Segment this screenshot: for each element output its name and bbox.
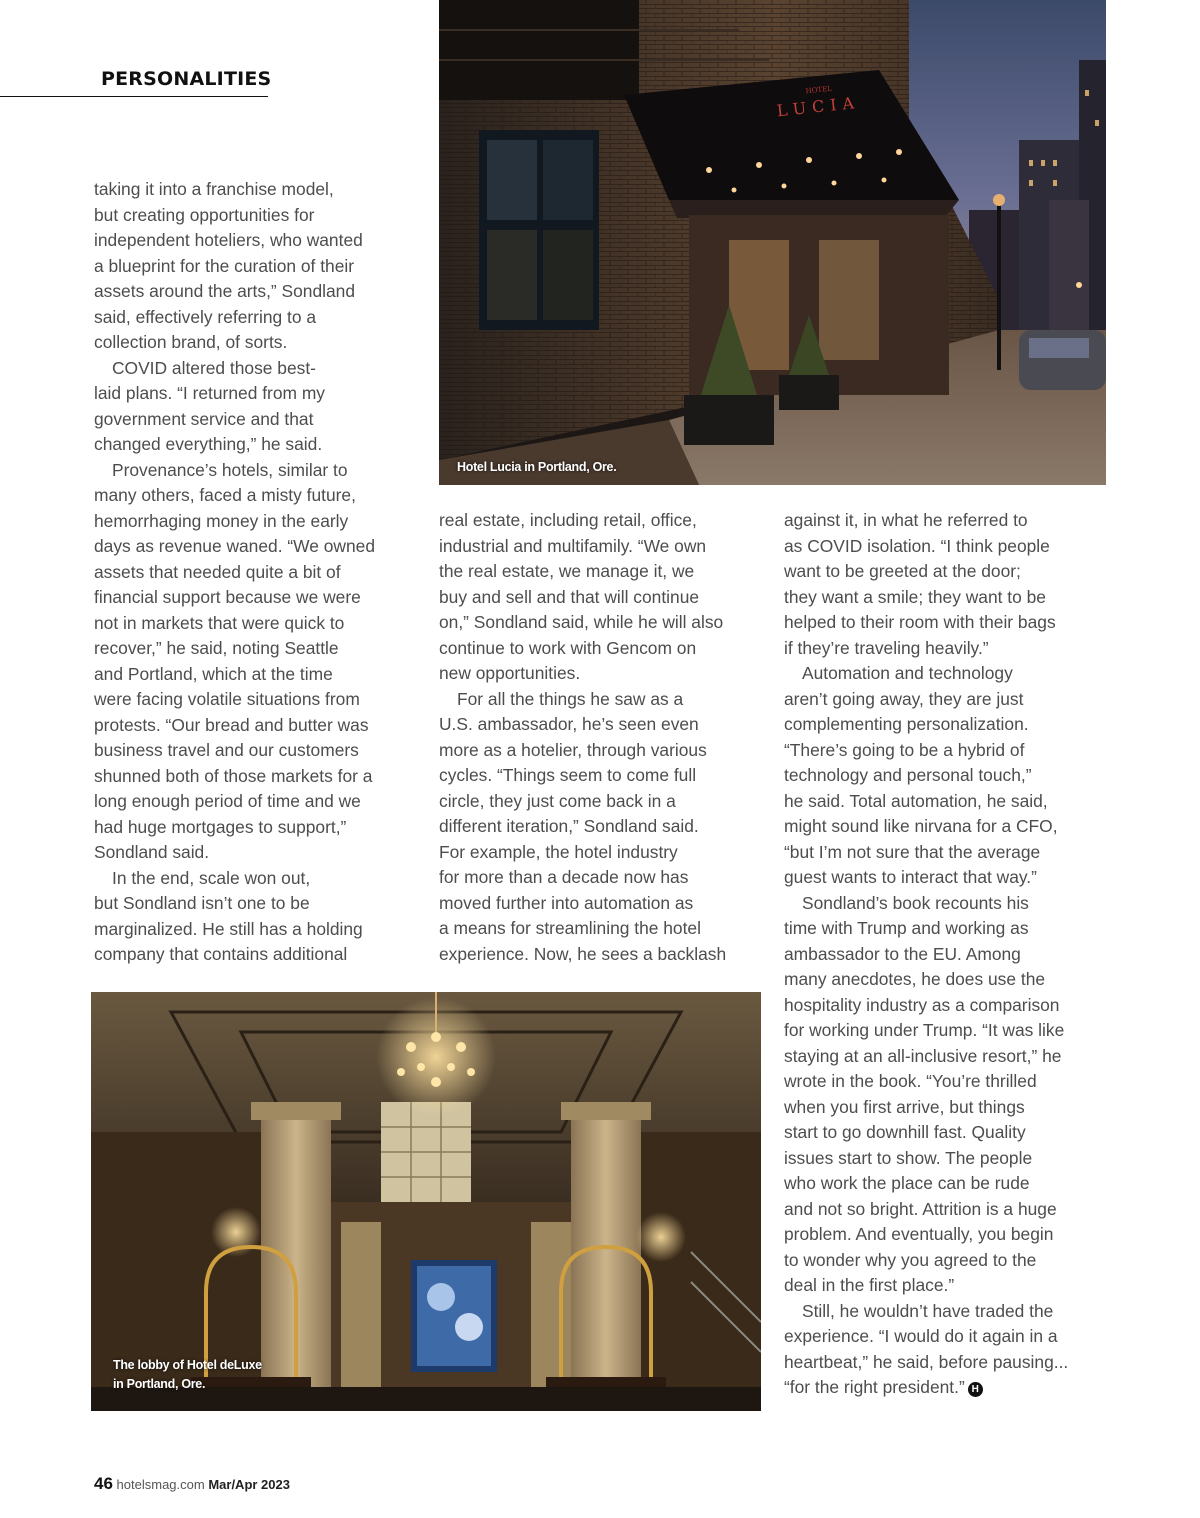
hotel-deluxe-lobby-photo — [91, 992, 761, 1411]
text-line: for more than a decade now has — [439, 867, 689, 887]
text-line: on,” Sondland said, while he will also — [439, 612, 724, 632]
text-line: said, effectively referring to a — [94, 306, 317, 327]
text-line: For all the things he saw as a — [457, 688, 684, 709]
text-line: guest wants to interact that way.” — [784, 867, 1037, 887]
text-line: industrial and multifamily. “We own — [439, 535, 707, 556]
text-line: “for the right president.” H — [784, 1375, 1114, 1401]
text-line: Automation and technology — [802, 663, 1013, 683]
text-line: he said. Total automation, he said, — [784, 790, 1048, 811]
text-line: time with Trump and working as — [784, 918, 1029, 938]
article-column-3 — [784, 508, 1114, 1401]
text-line: different iteration,” Sondland said. — [439, 816, 699, 836]
photo-caption-line2: in Portland, Ore. — [113, 1377, 206, 1391]
text-line: who work the place can be rude — [784, 1173, 1030, 1193]
text-line: the real estate, we manage it, we — [439, 561, 695, 581]
text-line: recover,” he said, noting Seattle — [94, 638, 339, 658]
text-line: marginalized. He still has a holding — [94, 918, 363, 939]
text-line: circle, they just come back in a — [439, 790, 676, 811]
text-line: and Portland, which at the time — [94, 663, 333, 684]
text-line: helped to their room with their bags — [784, 612, 1056, 632]
text-line: COVID altered those best- — [112, 357, 316, 378]
photo-caption-line1: The lobby of Hotel deLuxe — [113, 1358, 262, 1372]
text-line: when you first arrive, but things — [784, 1096, 1025, 1117]
text-line: independent hoteliers, who wanted — [94, 230, 363, 250]
text-line: want to be greeted at the door; — [784, 561, 1021, 581]
text-line: issues start to show. The people — [784, 1147, 1033, 1168]
text-line: experience. Now, he sees a backlash — [439, 943, 727, 964]
article-column-2 — [439, 508, 769, 967]
text-line: laid plans. “I returned from my — [94, 383, 325, 403]
text-line: wrote in the book. “You’re thrilled — [784, 1071, 1037, 1091]
article-column-1 — [94, 177, 424, 968]
text-line: Still, he wouldn’t have traded the — [802, 1300, 1054, 1321]
text-line: to wonder why you agreed to the — [784, 1249, 1037, 1270]
text-line: but Sondland isn’t one to be — [94, 893, 310, 913]
text-line: staying at an all-inclusive resort,” he — [784, 1045, 1062, 1066]
text-line: assets around the arts,” Sondland — [94, 281, 356, 301]
photo-caption: Hotel Lucia in Portland, Ore. — [457, 460, 617, 474]
text-line: shunned both of those markets for a — [94, 765, 373, 786]
text-line: company that contains additional — [94, 944, 348, 964]
text-line: business travel and our customers — [94, 740, 359, 760]
page-number: 46 — [94, 1474, 113, 1493]
text-line: real estate, including retail, office, — [439, 510, 697, 530]
text-line: ambassador to the EU. Among — [784, 943, 1021, 964]
text-line: U.S. ambassador, he’s seen even — [439, 714, 699, 734]
text-line: long enough period of time and we — [94, 791, 361, 811]
text-line: deal in the first place.” — [784, 1275, 955, 1295]
text-line: were facing volatile situations from — [94, 689, 360, 709]
text-line: start to go downhill fast. Quality — [784, 1122, 1026, 1142]
text-line: government service and that — [94, 408, 314, 429]
text-line: For example, the hotel industry — [439, 841, 678, 862]
text-line: if they’re traveling heavily.” — [784, 637, 989, 658]
site-url[interactable]: hotelsmag.com — [116, 1477, 205, 1492]
section-rule — [0, 96, 268, 97]
text-line: cycles. “Things seem to come full — [439, 765, 697, 785]
text-line: many others, faced a misty future, — [94, 485, 356, 505]
text-line: but creating opportunities for — [94, 204, 315, 225]
text-line: a means for streamlining the hotel — [439, 918, 701, 938]
issue-date: Mar/Apr 2023 — [208, 1477, 290, 1492]
section-label: PERSONALITIES — [101, 68, 272, 90]
text-line: collection brand, of sorts. — [94, 332, 288, 352]
text-line: continue to work with Gencom on — [439, 637, 697, 658]
text-line: a blueprint for the curation of their — [94, 255, 355, 276]
end-mark-icon: H — [968, 1382, 983, 1397]
sign-small: HOTEL — [805, 84, 833, 96]
text-line: taking it into a franchise model, — [94, 179, 334, 199]
text-line: Provenance’s hotels, similar to — [112, 459, 348, 480]
text-line: and not so bright. Attrition is a huge — [784, 1198, 1057, 1219]
text-line: many anecdotes, he does use the — [784, 969, 1046, 989]
text-line: more as a hotelier, through various — [439, 739, 707, 760]
text-line: problem. And eventually, you begin — [784, 1224, 1054, 1244]
text-line: aren’t going away, they are just — [784, 688, 1024, 709]
text-line: against it, in what he referred to — [784, 510, 1028, 530]
text-line: they want a smile; they want to be — [784, 586, 1046, 607]
text-line: “There’s going to be a hybrid of — [784, 739, 1025, 760]
text-line: Sondland’s book recounts his — [802, 892, 1029, 913]
text-line: protests. “Our bread and butter was — [94, 714, 369, 735]
text-line: assets that needed quite a bit of — [94, 561, 341, 582]
text-line: hemorrhaging money in the early — [94, 510, 349, 531]
text-line: In the end, scale won out, — [112, 867, 311, 888]
text-line: not in markets that were quick to — [94, 612, 345, 633]
text-line: technology and personal touch,” — [784, 765, 1032, 785]
text-line: as COVID isolation. “I think people — [784, 535, 1050, 556]
hotel-lucia-photo — [439, 0, 1106, 485]
text-line: heartbeat,” he said, before pausing... — [784, 1351, 1069, 1372]
text-line: new opportunities. — [439, 663, 581, 683]
text-line: Sondland said. — [94, 842, 210, 862]
page-footer — [94, 1474, 290, 1494]
text-line: days as revenue waned. “We owned — [94, 536, 375, 556]
text-line: “but I’m not sure that the average — [784, 841, 1041, 862]
text-line: complementing personalization. — [784, 714, 1029, 734]
text-line: might sound like nirvana for a CFO, — [784, 816, 1058, 836]
text-line: moved further into automation as — [439, 892, 694, 913]
text-line: hospitality industry as a comparison — [784, 994, 1060, 1015]
text-line: changed everything,” he said. — [94, 434, 323, 454]
text-line: for working under Trump. “It was like — [784, 1020, 1065, 1040]
text-line: financial support because we were — [94, 587, 361, 607]
sign-lucia: LUCIA — [775, 92, 861, 121]
text-line: buy and sell and that will continue — [439, 586, 700, 607]
text-line: had huge mortgages to support,” — [94, 816, 347, 837]
text-line: experience. “I would do it again in a — [784, 1326, 1058, 1346]
